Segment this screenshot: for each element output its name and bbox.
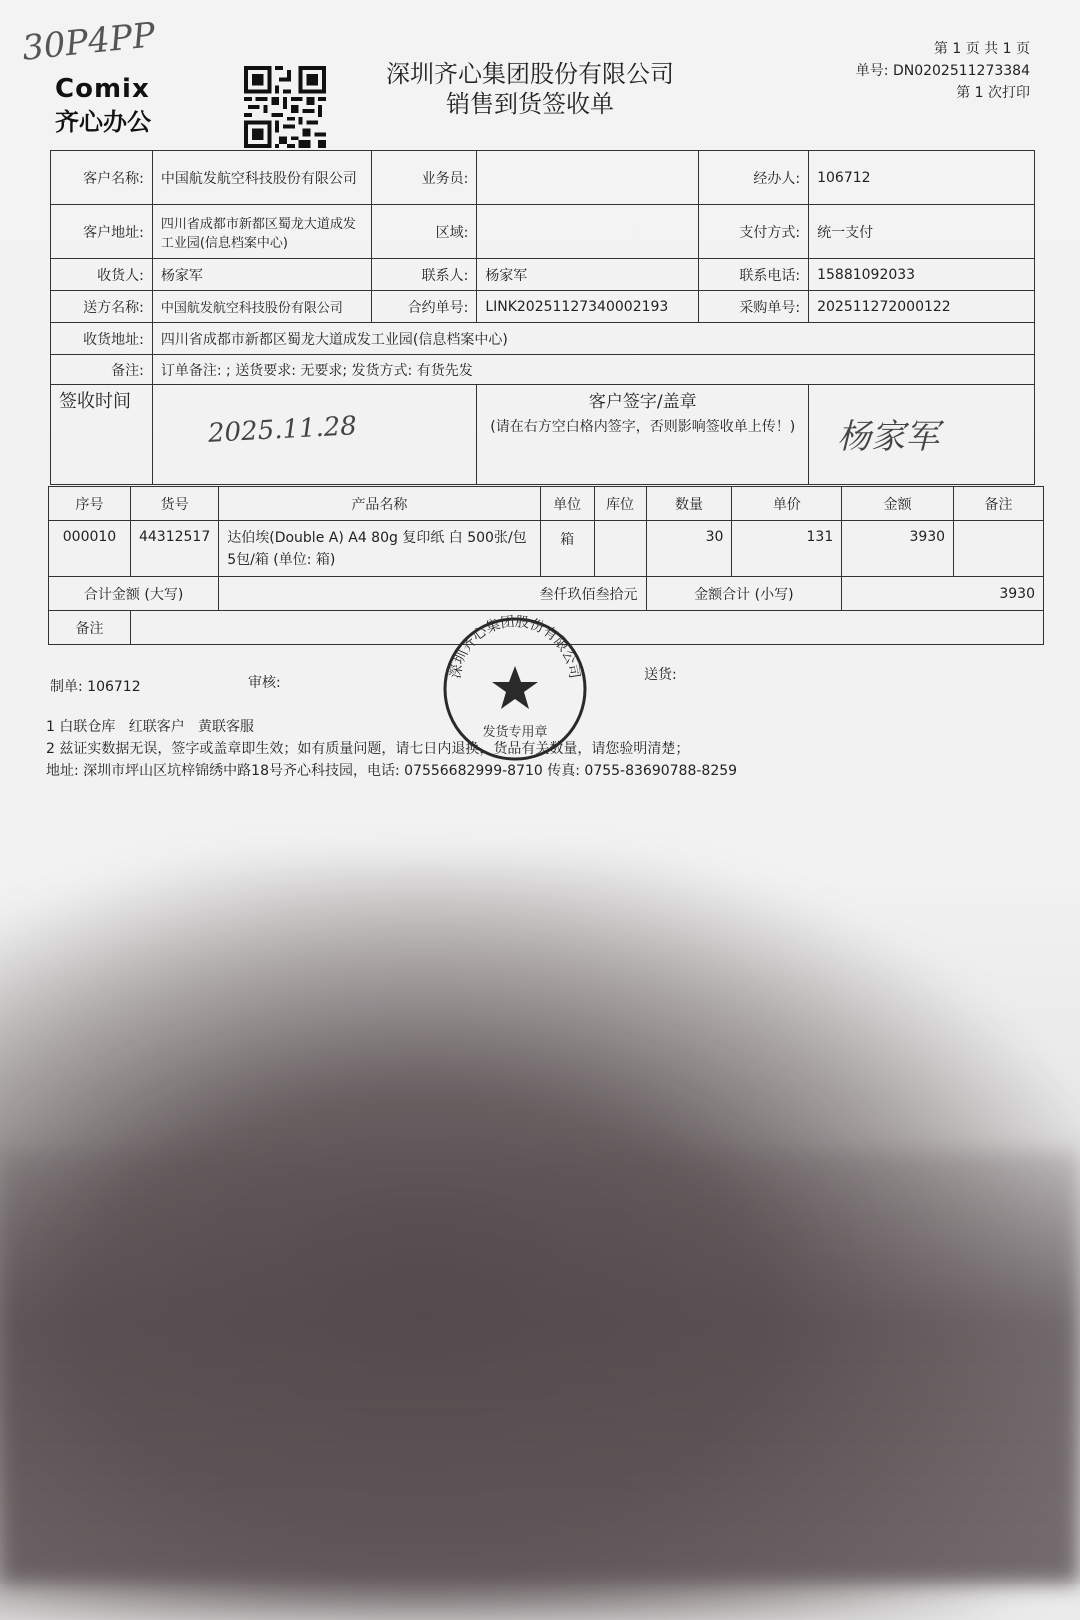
contact-label: 联系人: (372, 259, 477, 291)
qr-code-icon (243, 66, 327, 148)
sign-time-cell (152, 385, 476, 485)
header-price: 单价 (732, 487, 842, 521)
sign-time-label: 签收时间 (51, 385, 153, 485)
copy-distribution: 1 白联仓库 红联客户 黄联客服 (46, 719, 255, 735)
customer-sign-note: (请在右方空白格内签字，否则影响签收单上传！) (490, 419, 796, 435)
company-stamp-icon (440, 614, 590, 764)
signature: 杨家军 (837, 417, 940, 457)
total-lower-label: 金额合计 (小写) (646, 577, 842, 611)
header-remark: 备注 (954, 487, 1044, 521)
signature-cell[interactable] (809, 385, 1035, 485)
po-number: 202511272000122 (809, 291, 1035, 323)
svg-text:发货专用章: 发货专用章 (482, 725, 548, 740)
row-name: 达伯埃(Double A) A4 80g 复印纸 白 500张/包 5包/箱 (单位: 箱) (219, 521, 540, 577)
sign-time: 2025.11.28 (207, 411, 358, 449)
delivery: 送货: (644, 667, 677, 683)
print-count: 第 1 次打印 (956, 85, 1030, 101)
phone: 15881092033 (809, 259, 1035, 291)
customer-name-label: 客户名称: (51, 151, 153, 205)
total-upper: 叁仟玖佰叁拾元 (219, 577, 646, 611)
ship-to: 中国航发航空科技股份有限公司 (152, 291, 372, 323)
auditor: 审核: (248, 675, 281, 691)
row-qty: 30 (646, 521, 732, 577)
row-unit: 箱 (540, 521, 594, 577)
delivery-address: 四川省成都市新都区蜀龙大道成发工业园(信息档案中心) (152, 323, 1034, 355)
header-location: 库位 (594, 487, 646, 521)
maker: 制单: 106712 (50, 679, 141, 695)
receiver: 杨家军 (152, 259, 372, 291)
receiver-label: 收货人: (51, 259, 153, 291)
row-amount: 3930 (842, 521, 954, 577)
contract-label: 合约单号: (372, 291, 477, 323)
contract-number: LINK20251127340002193 (477, 291, 699, 323)
contact: 杨家军 (477, 259, 699, 291)
customer-name: 中国航发航空科技股份有限公司 (152, 151, 372, 205)
remark-label: 备注: (51, 355, 153, 385)
customer-address-label: 客户地址: (51, 205, 153, 259)
header-code: 货号 (130, 487, 218, 521)
company-title: 深圳齐心集团股份有限公司 (386, 60, 674, 88)
company-address: 地址: 深圳市坪山区坑梓锦绣中路18号齐心科技园，电话: 07556682999-8710 传真: 0755-83690788-8259 (46, 763, 738, 779)
total-lower: 3930 (842, 577, 1044, 611)
delivery-address-label: 收货地址: (51, 323, 153, 355)
logo-text: Comix (55, 74, 150, 104)
salesperson (477, 151, 699, 205)
order-remark: 订单备注: ; 送货要求: 无要求; 发货方式: 有货先发 (152, 355, 1034, 385)
handler: 106712 (809, 151, 1035, 205)
po-label: 采购单号: (699, 291, 809, 323)
handwritten-note: 30P4PP (20, 15, 158, 69)
row-seq: 000010 (49, 521, 131, 577)
region (477, 205, 699, 259)
items-remark-label: 备注 (49, 611, 131, 645)
row-location (594, 521, 646, 577)
customer-sign-cell (477, 385, 809, 485)
header-unit: 单位 (540, 487, 594, 521)
row-code: 44312517 (130, 521, 218, 577)
region-label: 区域: (372, 205, 477, 259)
logo-cn-text: 齐心办公 (55, 108, 151, 136)
customer-address: 四川省成都市新都区蜀龙大道成发工业园(信息档案中心) (152, 205, 372, 259)
total-upper-label: 合计金额 (大写) (49, 577, 219, 611)
svg-text:深圳齐心集团股份有限公司: 深圳齐心集团股份有限公司 (447, 614, 583, 680)
table-row (49, 521, 1044, 577)
doc-number: 单号: DN0202511273384 (855, 63, 1030, 79)
terms-note: 2 兹证实数据无误，签字或盖章即生效；如有质量问题，请七日内退换，货品有关数量，请您验明清楚； (46, 741, 690, 757)
header-name: 产品名称 (219, 487, 540, 521)
header-amount: 金额 (842, 487, 954, 521)
row-remark (954, 521, 1044, 577)
document-title: 销售到货签收单 (446, 90, 614, 118)
header-seq: 序号 (49, 487, 131, 521)
header-qty: 数量 (646, 487, 732, 521)
customer-sign-label: 客户签字/盖章 (588, 392, 697, 412)
page-count: 第 1 页 共 1 页 (933, 41, 1030, 57)
salesperson-label: 业务员: (372, 151, 477, 205)
shadow-overlay-bottom (0, 1150, 1080, 1584)
row-price: 131 (732, 521, 842, 577)
phone-label: 联系电话: (699, 259, 809, 291)
payment-label: 支付方式: (699, 205, 809, 259)
ship-to-label: 送方名称: (51, 291, 153, 323)
info-table (50, 150, 1035, 485)
payment-method: 统一支付 (809, 205, 1035, 259)
handler-label: 经办人: (699, 151, 809, 205)
